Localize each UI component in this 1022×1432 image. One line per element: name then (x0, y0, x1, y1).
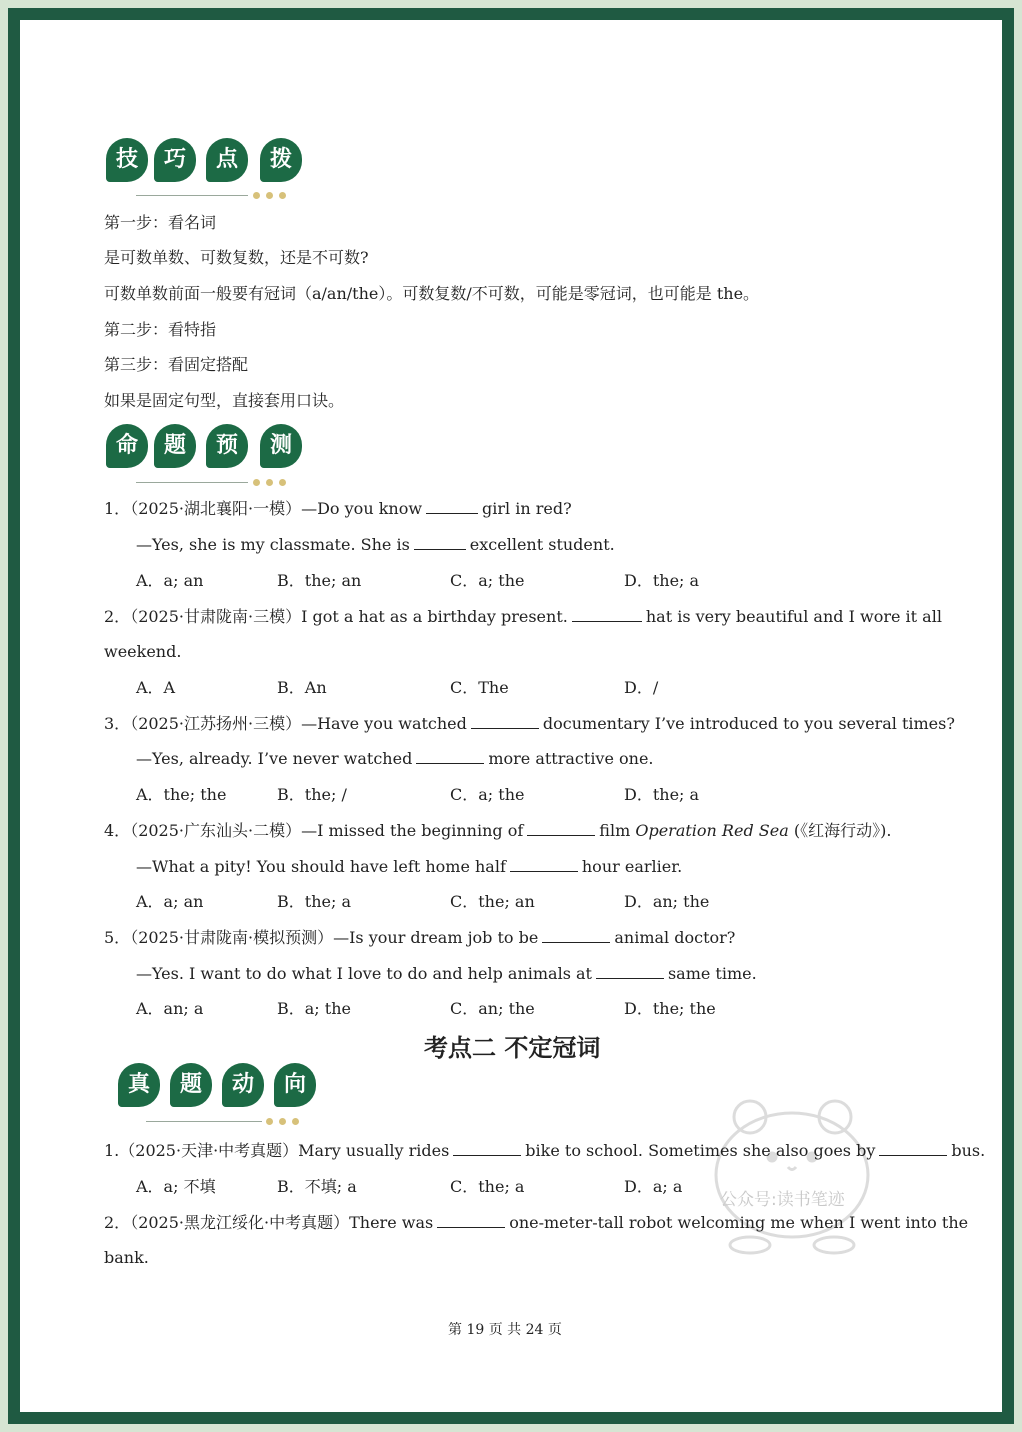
q4-number: 4． (104, 821, 131, 840)
q4-text-a4: (《红海行动》). (793, 821, 892, 840)
q1-text-a1: —Do you know (301, 499, 423, 518)
tips-badge-4: 拨 (260, 138, 302, 182)
predict-dot-2 (266, 479, 273, 486)
real-underline (146, 1121, 262, 1122)
q1-blank-1[interactable] (426, 499, 478, 514)
q4-text-b2: hour earlier. (581, 857, 683, 876)
q3-text-b1: —Yes, already. I’ve never watched (136, 749, 413, 768)
q5-text-b2: same time. (667, 964, 757, 983)
question-1-line-1 (104, 499, 572, 519)
q2-source: （2025·甘肃陇南·三模） (130, 607, 302, 626)
tips-badge-3: 点 (206, 138, 248, 182)
real-dot-1 (266, 1118, 273, 1125)
q5-option-a[interactable]: A．an; a (136, 999, 204, 1018)
q1-number: 1． (104, 499, 131, 518)
predict-badge-2: 题 (154, 424, 196, 468)
predict-dot-3 (279, 479, 286, 486)
q2-option-c[interactable]: C．The (450, 678, 509, 697)
watermark-text: 公众号:读书笔迹 (720, 1190, 845, 1210)
q1-option-c[interactable]: C．a; the (450, 571, 525, 590)
q2-blank-1[interactable] (572, 607, 642, 622)
tips-dot-3 (279, 192, 286, 199)
r2-text-a1: There was (349, 1213, 434, 1232)
q2-text-a2: hat is very beautiful and I wore it all (645, 607, 942, 626)
question-5-line-2 (136, 964, 757, 984)
q5-blank-2[interactable] (596, 964, 664, 979)
tips-underline (136, 195, 248, 196)
tips-section-header (106, 138, 326, 188)
question-4-line-2 (136, 857, 682, 877)
real-section-header (118, 1063, 338, 1113)
q5-text-a1: —Is your dream job to be (333, 928, 539, 947)
q4-option-c[interactable]: C．the; an (450, 892, 535, 911)
q3-text-a2: documentary I’ve introduced to you several times? (542, 714, 955, 733)
q1-option-b[interactable]: B．the; an (277, 571, 362, 590)
tip-step-3: 第三步：看固定搭配 (104, 355, 249, 374)
q1-blank-2[interactable] (414, 535, 466, 550)
r2-blank-1[interactable] (437, 1213, 505, 1228)
predict-badge-1: 命 (106, 424, 148, 468)
real-badge-1: 真 (118, 1063, 160, 1107)
q3-number: 3． (104, 714, 131, 733)
q2-option-d[interactable]: D．/ (624, 678, 659, 697)
q5-blank-1[interactable] (542, 928, 610, 943)
real-dot-3 (292, 1118, 299, 1125)
q5-option-c[interactable]: C．an; the (450, 999, 535, 1018)
question-2-line-2: weekend. (104, 642, 182, 661)
r1-text-a2: bike to school. Sometimes she also goes by (525, 1141, 876, 1160)
r1-text-a3: bus. (951, 1141, 986, 1160)
tip-line-3: 可数单数前面一般要有冠词（a/an/the）。可数复数/不可数，可能是零冠词，也可能是 the。 (104, 284, 760, 303)
q1-text-b2: excellent student. (469, 535, 615, 554)
q2-option-b[interactable]: B．An (277, 678, 327, 697)
q3-text-b2: more attractive one. (488, 749, 654, 768)
real-question-2-line-1 (104, 1213, 968, 1233)
r1-option-d[interactable]: D．a; a (624, 1177, 683, 1196)
q4-text-a2: film (599, 821, 631, 840)
q4-text-a1: —I missed the beginning of (301, 821, 524, 840)
document-page (20, 20, 1002, 1412)
q4-option-d[interactable]: D．an; the (624, 892, 710, 911)
tips-dot-1 (253, 192, 260, 199)
q1-option-a[interactable]: A．a; an (136, 571, 204, 590)
q3-option-d[interactable]: D．the; a (624, 785, 700, 804)
r1-option-c[interactable]: C．the; a (450, 1177, 525, 1196)
r1-number: 1. (104, 1141, 120, 1160)
q3-source: （2025·江苏扬州·三模） (130, 714, 302, 733)
q2-text-a1: I got a hat as a birthday present. (301, 607, 568, 626)
q5-option-d[interactable]: D．the; the (624, 999, 716, 1018)
q4-blank-1[interactable] (527, 821, 595, 836)
tip-step-2: 第二步：看特指 (104, 320, 217, 339)
q5-source: （2025·甘肃陇南·模拟预测） (130, 928, 334, 947)
predict-dot-1 (253, 479, 260, 486)
q5-number: 5． (104, 928, 131, 947)
q4-option-b[interactable]: B．the; a (277, 892, 351, 911)
q2-number: 2． (104, 607, 131, 626)
r1-option-b[interactable]: B．不填; a (277, 1177, 357, 1196)
q1-option-d[interactable]: D．the; a (624, 571, 700, 590)
real-badge-4: 向 (274, 1063, 316, 1107)
section-2-title: 考点二 不定冠词 (424, 1034, 601, 1062)
r2-source: （2025·黑龙江绥化·中考真题） (130, 1213, 350, 1232)
real-badge-2: 题 (170, 1063, 212, 1107)
page-number-footer: 第 19 页 共 24 页 (448, 1322, 562, 1338)
q5-text-b1: —Yes. I want to do what I love to do and help animals at (136, 964, 592, 983)
q3-text-a1: —Have you watched (301, 714, 467, 733)
real-dot-2 (279, 1118, 286, 1125)
r2-text-a2: one-meter-tall robot welcoming me when I went into the (509, 1213, 969, 1232)
real-badge-3: 动 (222, 1063, 264, 1107)
q5-option-b[interactable]: B．a; the (277, 999, 351, 1018)
predict-underline (136, 482, 248, 483)
q3-option-a[interactable]: A．the; the (136, 785, 227, 804)
q2-option-a[interactable]: A．A (136, 678, 176, 697)
tips-dot-2 (266, 192, 273, 199)
q3-blank-1[interactable] (471, 714, 539, 729)
tip-line-6: 如果是固定句型，直接套用口诀。 (104, 391, 345, 410)
q3-option-b[interactable]: B．the; / (277, 785, 347, 804)
question-4-line-1 (104, 821, 891, 841)
predict-section-header (106, 424, 326, 474)
r1-blank-1[interactable] (453, 1141, 521, 1156)
q1-text-b1: —Yes, she is my classmate. She is (136, 535, 410, 554)
q5-text-a2: animal doctor? (614, 928, 736, 947)
question-5-line-1 (104, 928, 735, 948)
tip-line-2: 是可数单数、可数复数，还是不可数? (104, 248, 369, 267)
q1-text-a2: girl in red? (482, 499, 572, 518)
question-3-line-1 (104, 714, 955, 734)
q3-option-c[interactable]: C．a; the (450, 785, 525, 804)
q3-blank-2[interactable] (416, 749, 484, 764)
tip-step-1: 第一步：看名词 (104, 213, 217, 232)
q4-source: （2025·广东汕头·二模） (130, 821, 302, 840)
question-1-line-2 (136, 535, 615, 555)
q4-film-title: Operation Red Sea (635, 821, 789, 840)
q4-option-a[interactable]: A．a; an (136, 892, 204, 911)
predict-badge-3: 预 (206, 424, 248, 468)
r1-text-a1: Mary usually rides (298, 1141, 450, 1160)
real-question-2-line-2: bank. (104, 1248, 149, 1267)
tips-badge-1: 技 (106, 138, 148, 182)
real-question-1-line-1 (104, 1141, 985, 1161)
q1-source: （2025·湖北襄阳·一模） (130, 499, 302, 518)
tips-badge-2: 巧 (154, 138, 196, 182)
r1-blank-2[interactable] (879, 1141, 947, 1156)
q4-blank-2[interactable] (510, 857, 578, 872)
r1-source: （2025·天津·中考真题） (119, 1141, 299, 1160)
r2-number: 2． (104, 1213, 131, 1232)
q4-text-b1: —What a pity! You should have left home half (136, 857, 506, 876)
predict-badge-4: 测 (260, 424, 302, 468)
r1-option-a[interactable]: A．a; 不填 (136, 1177, 216, 1196)
question-2-line-1 (104, 607, 942, 627)
question-3-line-2 (136, 749, 654, 769)
